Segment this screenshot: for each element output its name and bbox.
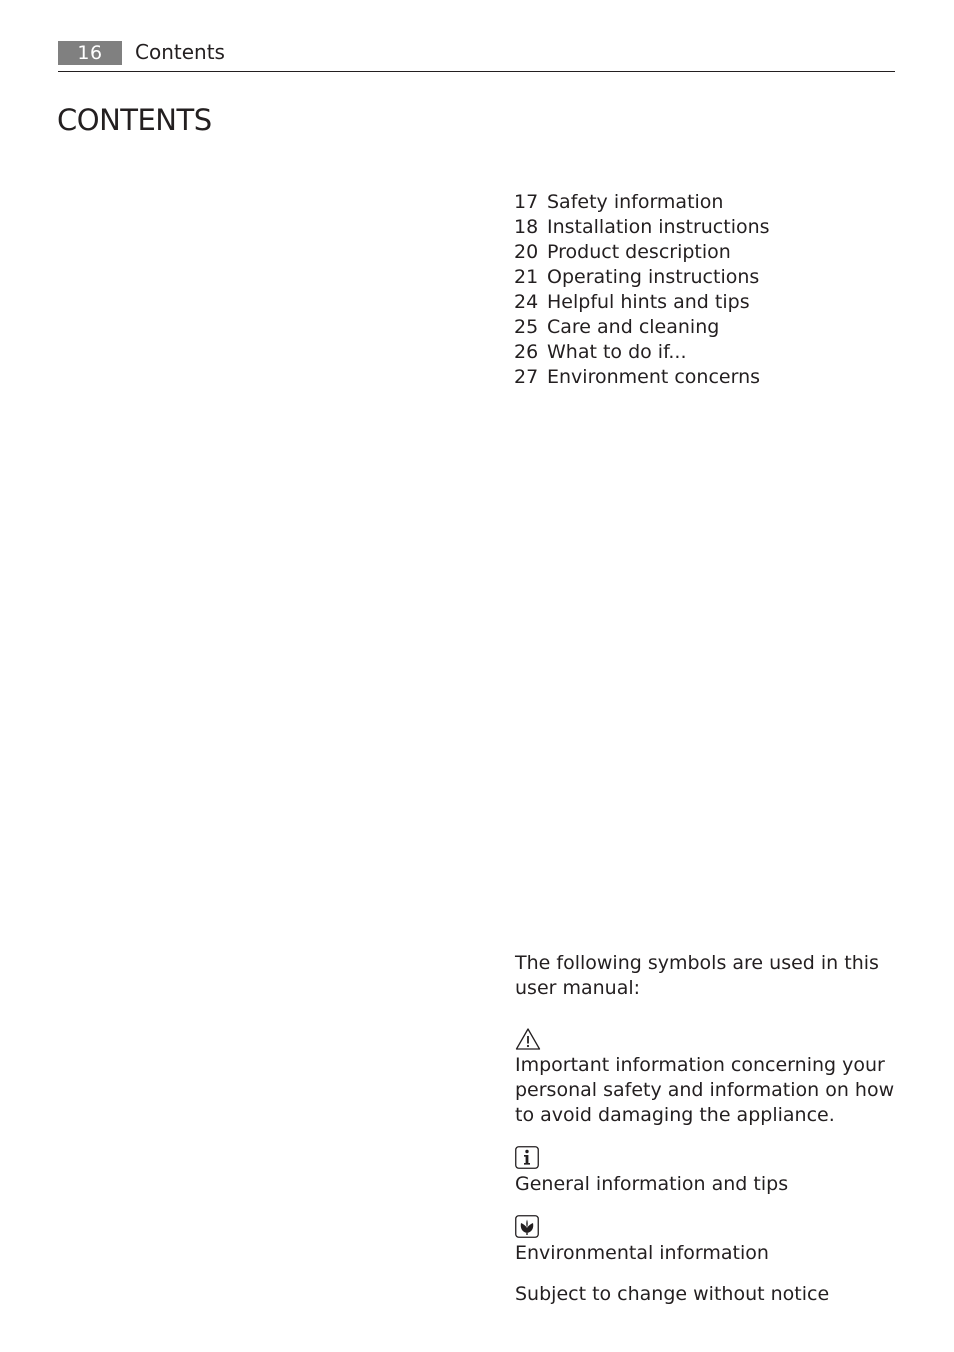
header-divider: [58, 71, 895, 72]
toc-label: Safety information: [547, 191, 724, 213]
toc-label: Care and cleaning: [547, 316, 720, 338]
toc-page-number: 18: [514, 216, 539, 238]
toc-label: Installation instructions: [547, 216, 770, 238]
toc-item[interactable]: [514, 340, 894, 365]
toc-label: Helpful hints and tips: [547, 291, 750, 313]
page-number: 16: [58, 41, 122, 65]
toc-item[interactable]: [514, 315, 894, 340]
toc-page-number: 26: [514, 341, 539, 363]
toc-page-number: 25: [514, 316, 539, 338]
toc-item[interactable]: [514, 215, 894, 240]
page-title: CONTENTS: [57, 103, 212, 137]
symbols-intro: The following symbols are used in this user manual:: [515, 952, 879, 999]
toc-item[interactable]: [514, 265, 894, 290]
toc-page-number: 24: [514, 291, 539, 313]
general-symbol-text: General information and tips: [515, 1173, 789, 1195]
toc-item[interactable]: [514, 240, 894, 265]
toc-page-number: 17: [514, 191, 539, 213]
environment-symbol-text: Environmental information: [515, 1242, 769, 1264]
toc-item[interactable]: [514, 190, 894, 215]
toc-page-number: 21: [514, 266, 539, 288]
change-notice: Subject to change without notice: [515, 1283, 830, 1305]
symbols-legend: [515, 951, 895, 1307]
toc-label: Product description: [547, 241, 731, 263]
toc-page-number: 27: [514, 366, 539, 388]
environment-symbol-block: [515, 1215, 895, 1266]
toc-item[interactable]: [514, 365, 894, 390]
general-symbol-block: [515, 1146, 895, 1197]
toc-item[interactable]: [514, 290, 894, 315]
running-header: Contents: [135, 40, 225, 64]
warning-triangle-icon: [515, 1027, 895, 1051]
environment-leaf-icon: [515, 1215, 895, 1239]
toc-label: What to do if...: [547, 341, 687, 363]
toc-label: Operating instructions: [547, 266, 760, 288]
toc-page-number: 20: [514, 241, 539, 263]
safety-symbol-text: Important information concerning your personal safety and information on how to avoid damaging the appliance.: [515, 1054, 895, 1126]
info-icon: [515, 1146, 895, 1170]
table-of-contents: [514, 190, 894, 390]
toc-label: Environment concerns: [547, 366, 761, 388]
safety-symbol-block: [515, 1027, 895, 1128]
